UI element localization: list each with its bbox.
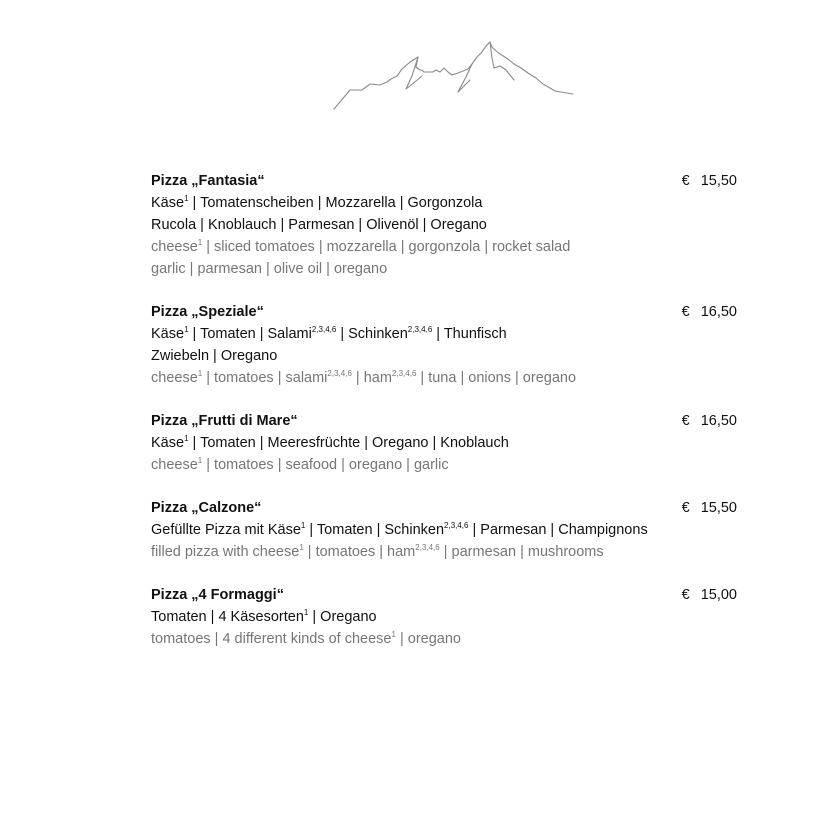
allergen-footnote: 1 bbox=[303, 608, 309, 617]
menu-item bbox=[151, 170, 741, 280]
ingredient-text: Rucola | Knoblauch | Parmesan | Olivenöl | Oregano bbox=[151, 217, 487, 233]
menu-item-name: Pizza „Speziale“ bbox=[151, 304, 264, 320]
price-amount: 15,00 bbox=[700, 587, 737, 603]
ingredient-text: | tomatoes | ham bbox=[303, 544, 416, 560]
ingredient-text: filled pizza with cheese bbox=[151, 544, 300, 560]
currency-symbol: € bbox=[681, 173, 690, 189]
mountain-logo bbox=[330, 40, 580, 112]
allergen-footnote: 1 bbox=[197, 369, 203, 378]
menu-item-name: Pizza „Calzone“ bbox=[151, 500, 262, 516]
ingredients-english-line bbox=[151, 236, 741, 258]
ingredients-english-line bbox=[151, 541, 741, 563]
allergen-footnote: 2,3,4,6 bbox=[407, 325, 433, 334]
menu-item-name: Pizza „Fantasia“ bbox=[151, 173, 265, 189]
ingredient-text: Gefüllte Pizza mit Käse bbox=[151, 522, 301, 538]
ingredient-text: | Parmesan | Champignons bbox=[468, 522, 648, 538]
allergen-footnote: 1 bbox=[184, 434, 189, 443]
allergen-footnote: 2,3,4,6 bbox=[391, 369, 417, 378]
ingredients-german-line bbox=[151, 345, 741, 367]
ingredients-german-line bbox=[151, 192, 741, 214]
price-amount: 15,50 bbox=[700, 500, 737, 516]
menu-item-name: Pizza „4 Formaggi“ bbox=[151, 587, 284, 603]
ingredient-text: | Tomaten | Schinken bbox=[305, 522, 445, 538]
ingredient-text: | tomatoes | seafood | oregano | garlic bbox=[202, 457, 449, 473]
allergen-footnote: 2,3,4,6 bbox=[444, 521, 469, 530]
menu-item-name: Pizza „Frutti di Mare“ bbox=[151, 413, 298, 429]
ingredient-text: | Tomaten | Salami bbox=[188, 326, 312, 342]
ingredient-text: tomatoes | 4 different kinds of cheese bbox=[151, 631, 392, 647]
allergen-footnote: 1 bbox=[299, 543, 304, 552]
allergen-footnote: 1 bbox=[197, 238, 203, 247]
price-amount: 15,50 bbox=[700, 173, 737, 189]
allergen-footnote: 2,3,4,6 bbox=[327, 369, 352, 378]
ingredient-text: | tuna | onions | oregano bbox=[416, 370, 577, 386]
ingredient-text: Käse bbox=[151, 326, 185, 342]
allergen-footnote: 1 bbox=[184, 325, 189, 334]
ingredient-text: Käse bbox=[151, 195, 185, 211]
ingredients-german-line bbox=[151, 432, 741, 454]
price-amount: 16,50 bbox=[700, 413, 737, 429]
ingredient-text: | Thunfisch bbox=[432, 326, 507, 342]
menu-item bbox=[151, 497, 741, 563]
ingredient-text: Zwiebeln | Oregano bbox=[151, 348, 278, 364]
ingredient-text: garlic | parmesan | olive oil | oregano bbox=[151, 261, 388, 277]
allergen-footnote: 1 bbox=[300, 521, 306, 530]
ingredient-text: | Tomaten | Meeresfrüchte | Oregano | Knoblauch bbox=[188, 435, 509, 451]
ingredients-german-line bbox=[151, 214, 741, 236]
ingredients-english-line bbox=[151, 258, 741, 280]
ingredients-german-line bbox=[151, 519, 741, 541]
ingredient-text: | parmesan | mushrooms bbox=[439, 544, 604, 560]
ingredient-text: | Oregano bbox=[308, 609, 377, 625]
allergen-footnote: 1 bbox=[184, 194, 189, 203]
menu-item-price bbox=[682, 170, 737, 192]
pizza-menu bbox=[151, 170, 741, 671]
currency-symbol: € bbox=[681, 413, 690, 429]
price-amount: 16,50 bbox=[700, 304, 737, 320]
ingredient-text: cheese bbox=[151, 239, 198, 255]
ingredient-text: Tomaten | 4 Käsesorten bbox=[151, 609, 304, 625]
menu-item-price bbox=[682, 301, 737, 323]
ingredient-text: cheese bbox=[151, 457, 198, 473]
menu-item bbox=[151, 301, 741, 389]
currency-symbol: € bbox=[681, 500, 690, 516]
ingredient-text: | oregano bbox=[395, 631, 461, 647]
ingredient-text: | Schinken bbox=[336, 326, 408, 342]
menu-item-price bbox=[682, 584, 737, 606]
allergen-footnote: 1 bbox=[197, 456, 203, 465]
ingredient-text: | tomatoes | salami bbox=[202, 370, 328, 386]
ingredients-english-line bbox=[151, 454, 741, 476]
ingredient-text: cheese bbox=[151, 370, 198, 386]
currency-symbol: € bbox=[681, 587, 690, 603]
currency-symbol: € bbox=[681, 304, 690, 320]
allergen-footnote: 2,3,4,6 bbox=[415, 543, 440, 552]
menu-item bbox=[151, 584, 741, 650]
mountain-outline-icon bbox=[330, 40, 580, 112]
ingredient-text: Käse bbox=[151, 435, 185, 451]
ingredients-german-line bbox=[151, 606, 741, 628]
menu-item bbox=[151, 410, 741, 476]
ingredients-english-line bbox=[151, 367, 741, 389]
menu-item-price bbox=[682, 410, 737, 432]
ingredients-german-line bbox=[151, 323, 741, 345]
ingredients-english-line bbox=[151, 628, 741, 650]
ingredient-text: | Tomatenscheiben | Mozzarella | Gorgonzola bbox=[188, 195, 483, 211]
allergen-footnote: 2,3,4,6 bbox=[311, 325, 337, 334]
menu-item-price bbox=[682, 497, 737, 519]
allergen-footnote: 1 bbox=[391, 630, 396, 639]
ingredient-text: | ham bbox=[351, 370, 392, 386]
ingredient-text: | sliced tomatoes | mozzarella | gorgonzola | rocket salad bbox=[202, 239, 571, 255]
